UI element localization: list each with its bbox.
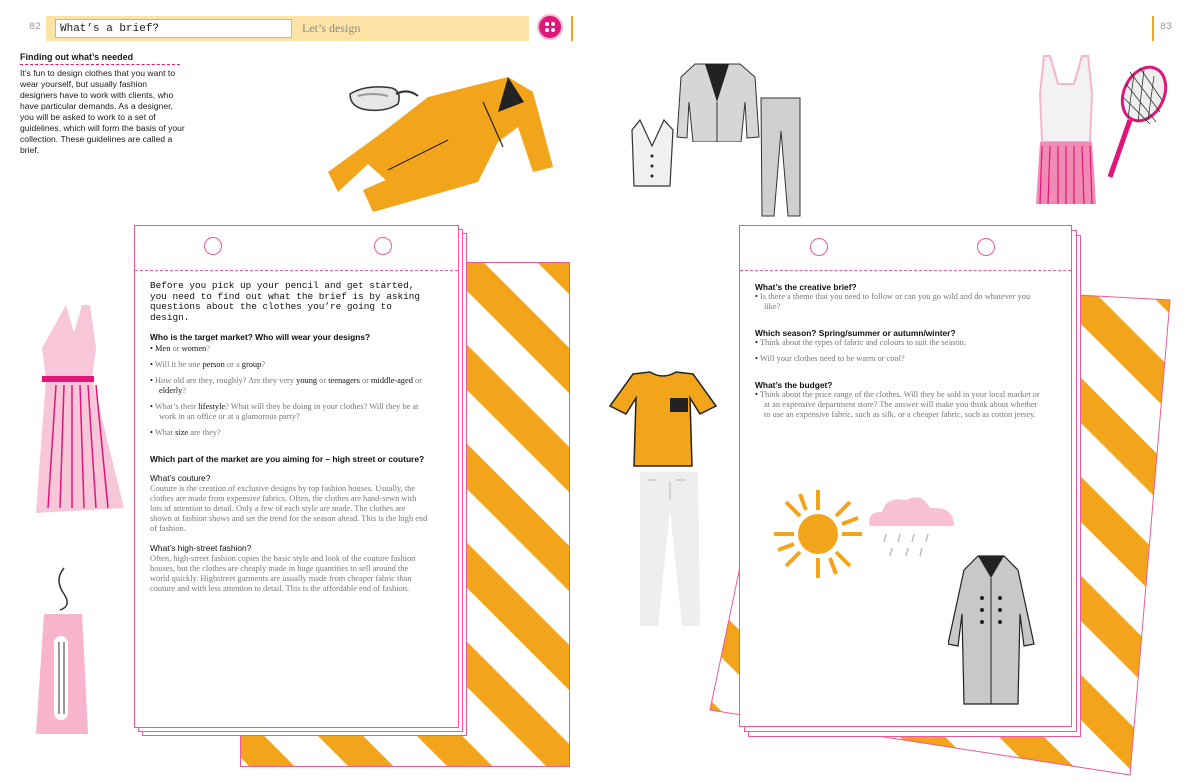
left-card-lead: Before you pick up your pencil and get started, you need to find out what the brief is by asking questions about the clothes you’re going to design. <box>150 280 421 323</box>
bullet-person-group: • Will it be one person or a group? <box>150 360 428 370</box>
card-hole-left-2 <box>374 237 392 255</box>
page-title: What’s a brief? <box>55 19 292 38</box>
tennis-top-icon <box>1036 54 1096 204</box>
section-title: Let’s design <box>302 21 361 35</box>
right-card-content <box>755 273 1045 420</box>
card-hole-left-1 <box>204 237 222 255</box>
question-target-market: Who is the target market? Who will wear your designs? <box>150 332 371 342</box>
trousers-icon <box>758 96 803 218</box>
left-card-content <box>150 281 428 594</box>
card-perforation-right <box>740 270 1071 271</box>
intro-heading: Finding out what’s needed <box>20 52 134 62</box>
question-budget: What’s the budget? <box>755 380 833 390</box>
bullet-price-range: • Think about the price range of the clothes. Will they be sold in your local market or at an expensive department store? The answer will make you think about whether to use an expensive fabric, such as silk, or a cheaper fabric, such as cotton jersey. <box>755 390 1045 420</box>
bullet-age: • How old are they, roughly? Are they very young or teenagers or middle-aged or elderly? <box>150 376 428 396</box>
paragraph-high-street: Often, high-street fashion copies the basic style and look of the couture fashion houses, but the clothes are cheaply made in huge quantities to sell around the world quickly. Highstreet garments are usually made from cheaper fabric than couture and with less attention to detail. This is the affordable end of fashion. <box>150 554 416 593</box>
intro-heading-rule <box>20 64 180 65</box>
bullet-lifestyle: • What’s their lifestyle? What will they be doing in your clothes? Will they be at work in an office or at a glamorous party? <box>150 402 428 422</box>
question-market-part: Which part of the market are you aiming for – high street or couture? <box>150 454 425 464</box>
card-perforation-left <box>135 270 458 271</box>
waistcoat-icon <box>630 118 675 188</box>
subheading-couture: What’s couture? <box>150 473 211 483</box>
bullet-fabric-types: • Think about the types of fabric and colours to suit the season. <box>755 338 1045 348</box>
bullet-theme: • Is there a theme that you need to follow or can you go wild and do whatever you like? <box>755 292 1045 312</box>
subheading-high-street: What’s high-street fashion? <box>150 543 252 553</box>
card-hole-right-2 <box>977 238 995 256</box>
header-rule-mid <box>571 16 573 41</box>
bullet-men-women: • Men or women? <box>150 344 428 354</box>
page-number-right: 83 <box>1160 22 1173 33</box>
left-question-card <box>134 225 459 728</box>
rain-cloud-icon-card <box>862 492 958 560</box>
jumpsuit-icon <box>328 72 558 222</box>
question-season: Which season? Spring/summer or autumn/winter? <box>755 328 956 338</box>
intro-text: It’s fun to design clothes that you want to wear yourself, but usually fashion designers have to work with clients, who have particular demands. As a designer, you will be asked to work to a set of guidelines, which will form the basis of your collection. These guidelines are called a brief. <box>20 68 185 155</box>
price-tag-icon <box>34 566 90 736</box>
suit-jacket-icon <box>675 62 760 142</box>
sun-icon-card <box>772 488 864 580</box>
button-icon <box>537 14 563 40</box>
jeans-icon <box>636 470 702 628</box>
paragraph-couture: Couture is the creation of exclusive designs by top fashion houses. Usually, the clothes are made from expensive fabrics. Often, the clothes are hand-sewn with lots of attention to detail. Only a few of each style are made. The clothes are shown at fashion shows and set the trend for the season ahead. This is the high end of fashion. <box>150 484 428 533</box>
bullet-warm-cool: • Will your clothes need to be warm or cool? <box>755 354 1045 364</box>
coat-icon-card <box>948 554 1036 706</box>
page-number-left: 82 <box>29 22 42 33</box>
dress-icon <box>26 303 132 518</box>
header-rule-right <box>1152 16 1154 41</box>
bullet-size: • What size are they? <box>150 428 428 438</box>
card-hole-right-1 <box>810 238 828 256</box>
tennis-racket-icon <box>1100 62 1170 192</box>
question-creative-brief: What’s the creative brief? <box>755 282 857 292</box>
